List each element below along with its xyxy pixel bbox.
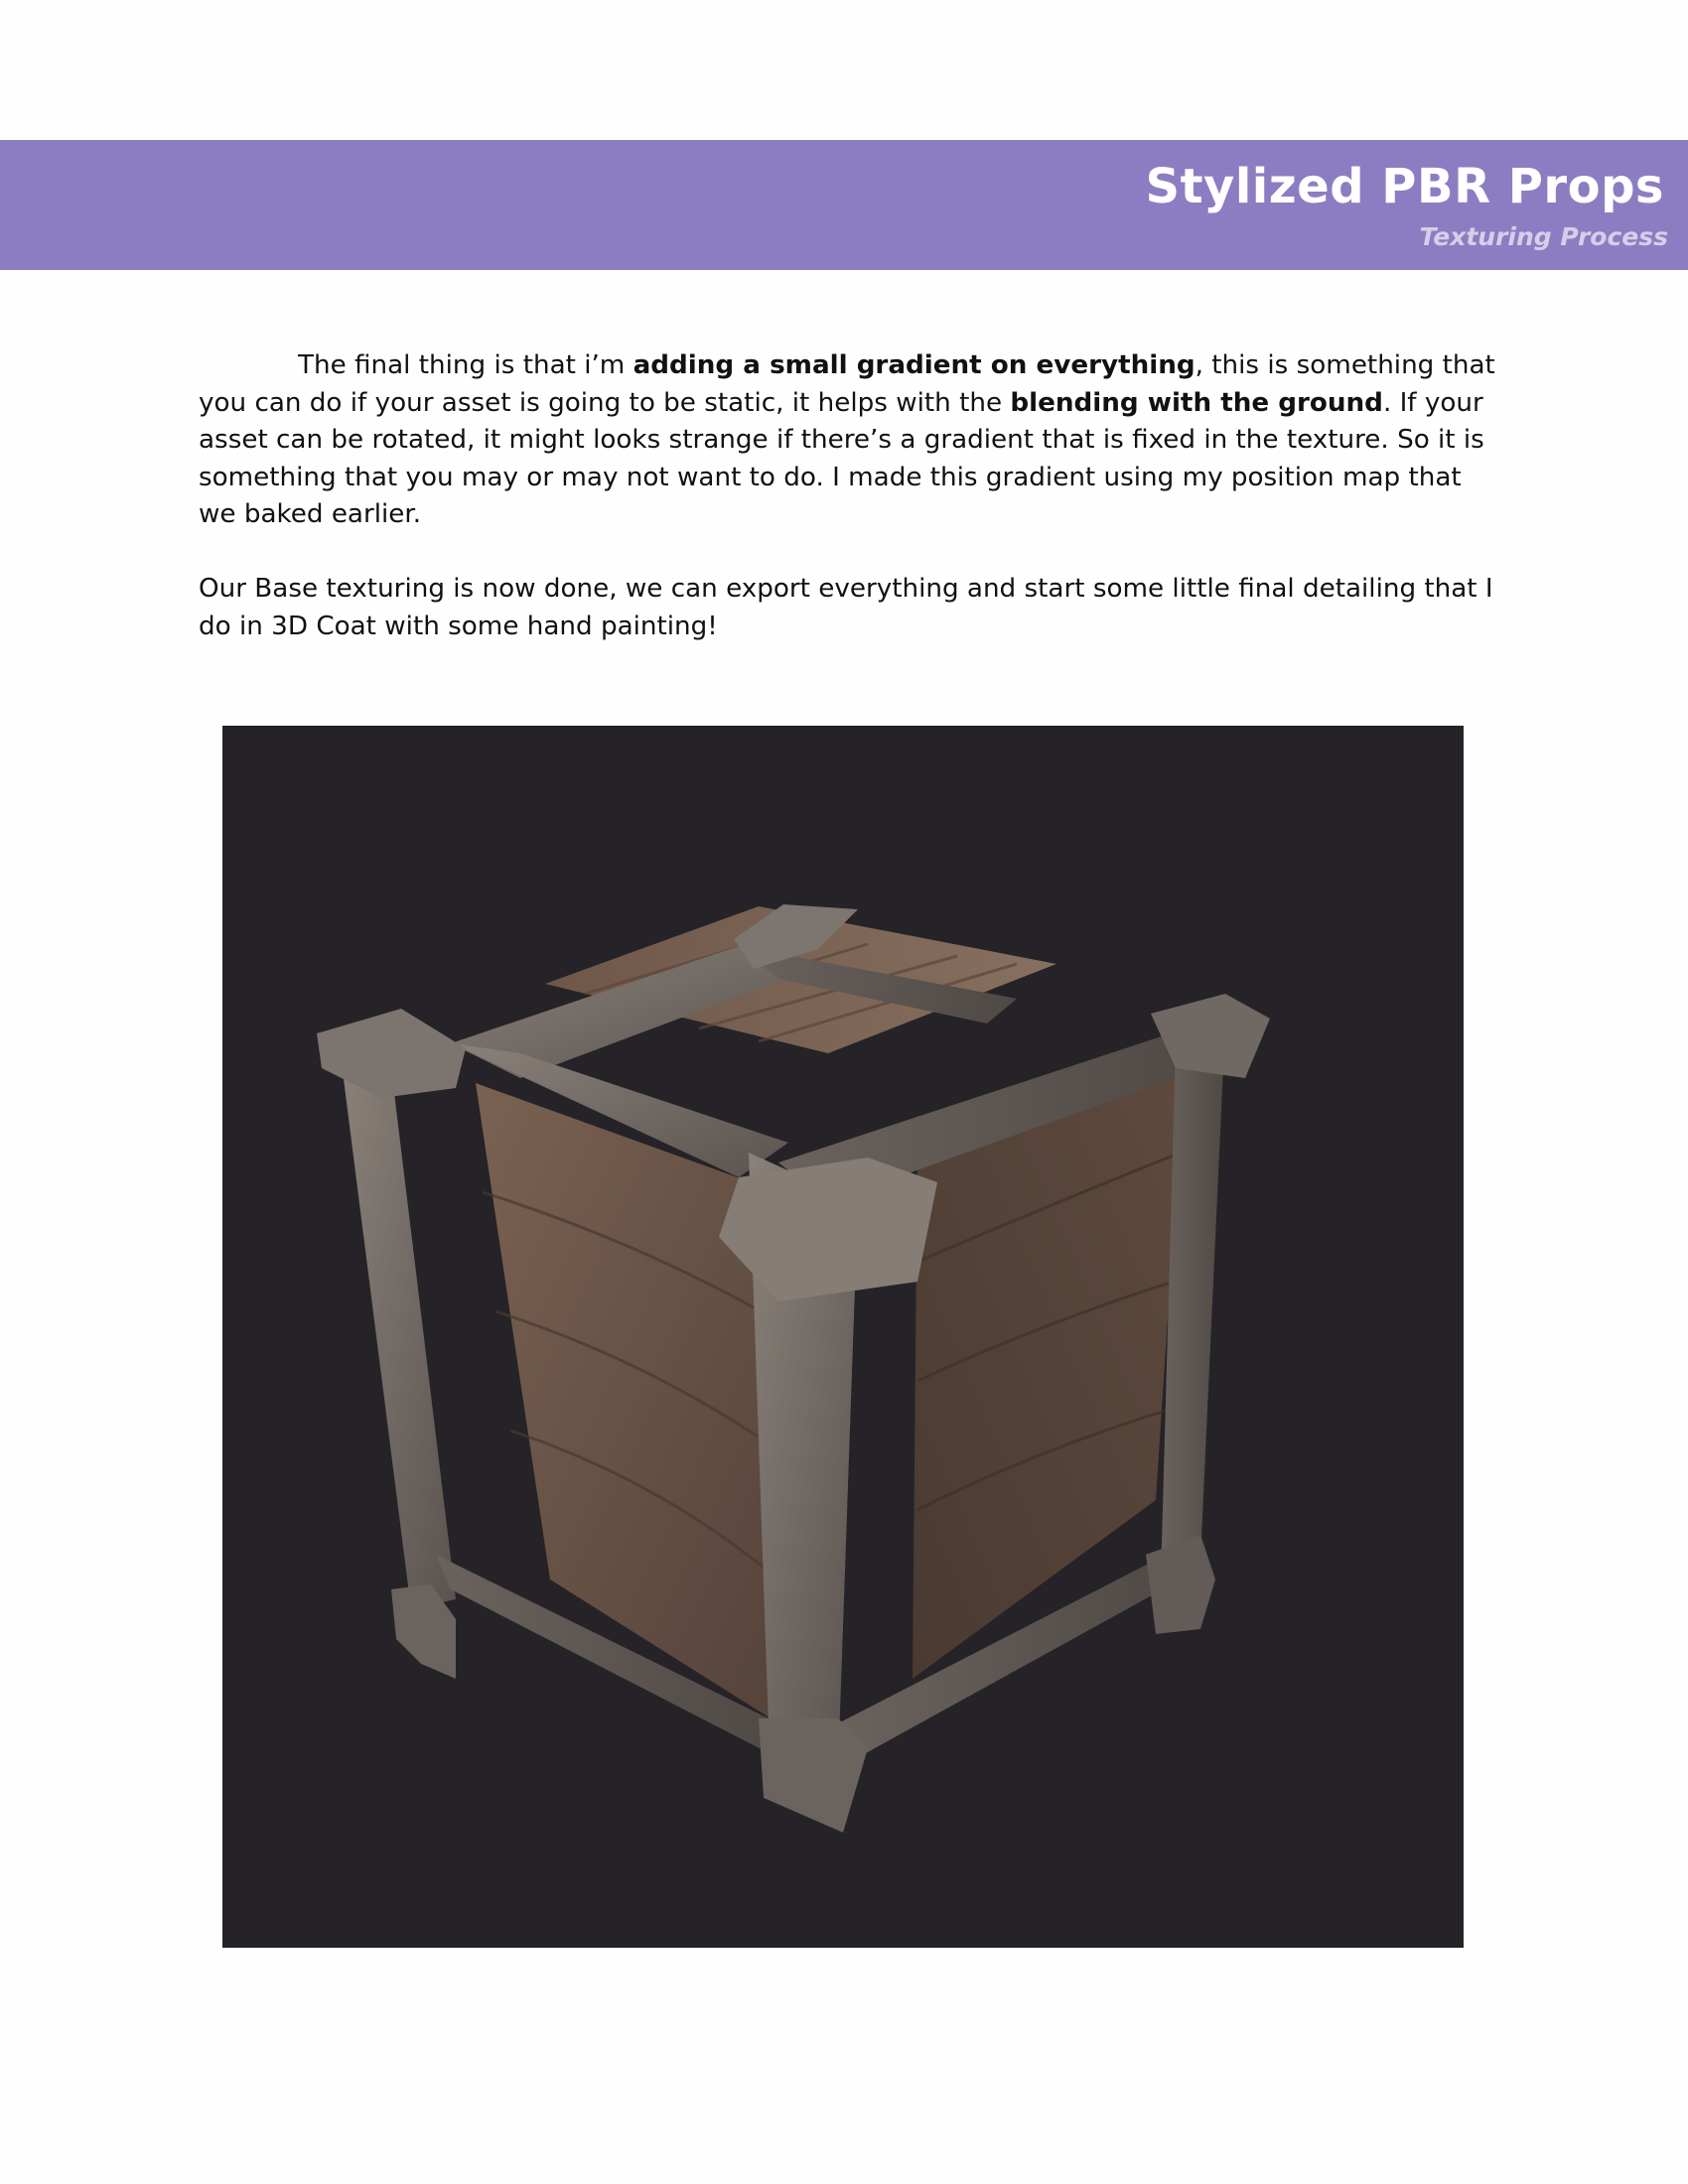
paragraph-1-bold-1: adding a small gradient on everything (633, 350, 1196, 380)
paragraph-1-text-3: . If your asset can be rotated, it might looks strange if there’s a gradient that is fixed in the texture. So it is something that you may or may not want to do. I made this gradient using my position map that we baked earlier. (199, 387, 1484, 529)
paragraph-1-text-2: , this is something that you can do if your asset is going to be static, it helps with the (199, 350, 1495, 418)
paragraph-1-bold-2: blending with the ground (1010, 387, 1383, 418)
body-text (199, 347, 1499, 645)
document-subtitle: Texturing Process (1419, 222, 1668, 251)
crate-illustration (222, 726, 1464, 1948)
crate-render-image (222, 726, 1464, 1948)
paragraph-export: Our Base texturing is now done, we can export everything and start some little final detailing that I do in 3D Coat with some hand painting! (199, 574, 1493, 641)
paragraph-1-text-1: The final thing is that i’m (298, 350, 633, 380)
paragraph-gradient (199, 347, 1499, 534)
document-title: Stylized PBR Props (1145, 159, 1664, 214)
